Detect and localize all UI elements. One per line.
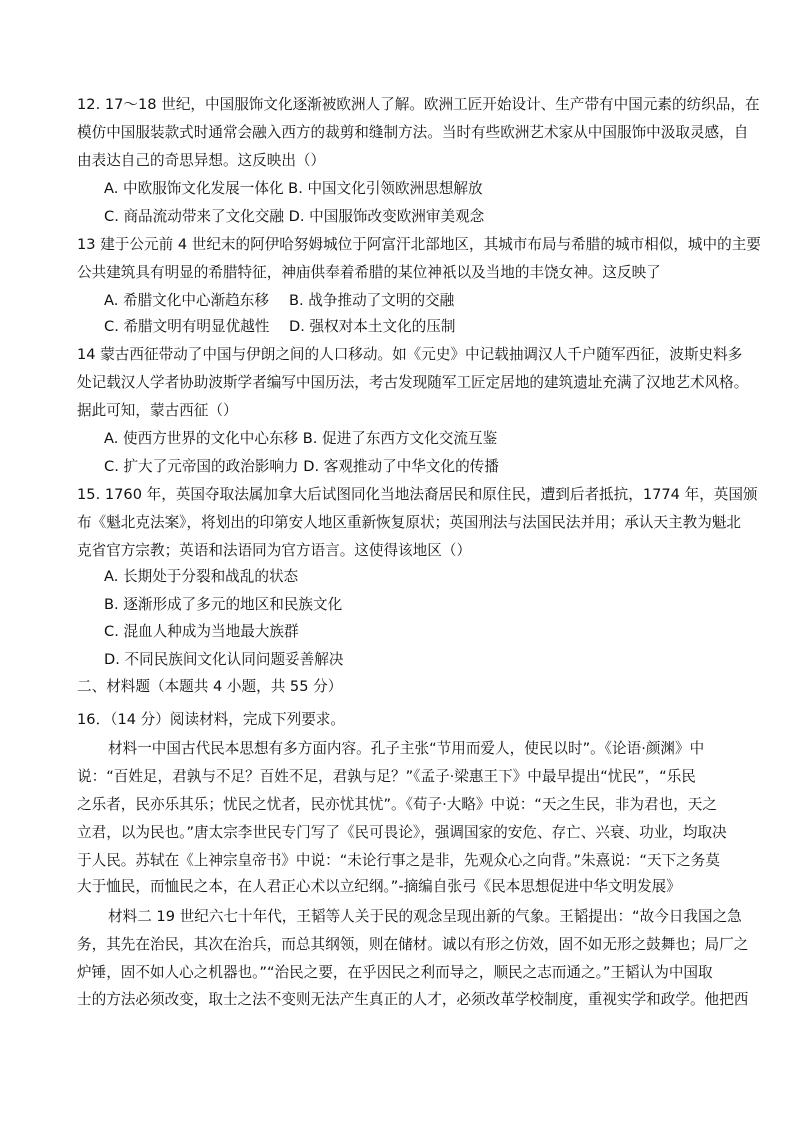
q14-options-cd: C. 扩大了元帝国的政治影响力 D. 客观推动了中华文化的传播 <box>104 458 499 475</box>
q13-option-c: C. 希腊文明有明显优越性 <box>104 318 270 335</box>
q12-stem-line-2: 模仿中国服装款式时通常会融入西方的裁剪和缝制方法。当时有些欧洲艺术家从中国服饰中汲取灵感，自 <box>77 124 749 141</box>
q13-stem-line-2: 公共建筑具有明显的希腊特征，神庙供奉着希腊的某位神祇以及当地的丰饶女神。这反映了 <box>77 264 661 281</box>
q12-stem-line-3: 由表达自己的奇思异想。这反映出（） <box>77 152 326 169</box>
q12-options-cd: C. 商品流动带来了文化交融 D. 中国服饰改变欧洲审美观念 <box>104 208 485 225</box>
q13-stem-line-1: 13 建于公元前 4 世纪末的阿伊哈努姆城位于阿富汗北部地区，其城市布局与希腊的城市相似，城中的主要 <box>77 236 761 253</box>
q16-material1-line-6: 大于恤民，而恤民之本，在人君正心术以立纪纲。”-摘编自张弓《民本思想促进中华文明发展》 <box>77 878 681 895</box>
q16-material2-line-1: 材料二 19 世纪六七十年代，王韬等人关于民的观念呈现出新的气象。王韬提出：“故今日我国之急 <box>108 908 742 925</box>
q16-material1-line-5: 于人民。苏轼在《上神宗皇帝书》中说：“未论行事之是非，先观众心之向背。”朱熹说：“天下之务莫 <box>77 852 720 869</box>
q16-material1-line-4: 立君，以为民也。”唐太宗李世民专门写了《民可畏论》，强调国家的安危、存亡、兴衰、功业，均取决 <box>77 824 727 841</box>
q16-material2-line-2: 务，其先在治民，其次在治兵，而总其纲领，则在储材。诚以有形之仿效，固不如无形之鼓舞也；局厂之 <box>77 936 749 953</box>
q15-option-c: C. 混血人种成为当地最大族群 <box>104 623 299 640</box>
q15-stem-line-2: 布《魁北克法案》，将划出的印第安人地区重新恢复原状；英国刑法与法国民法并用；承认天主教为魁北 <box>77 514 742 531</box>
q13-option-d: D. 强权对本土文化的压制 <box>289 318 456 335</box>
q16-material1-line-2: 说：“百姓足，君孰与不足？百姓不足，君孰与足？”《孟子·梁惠王下》中最早提出“忧民”，“乐民 <box>77 768 696 785</box>
q15-option-b: B. 逐渐形成了多元的地区和民族文化 <box>104 596 343 613</box>
q13-option-a: A. 希腊文化中心渐趋东移 <box>104 292 269 309</box>
q14-stem-line-3: 据此可知，蒙古西征（） <box>77 402 238 419</box>
q16-material1-line-1: 材料一中国古代民本思想有多方面内容。孔子主张“节用而爱人，使民以时”。《论语·颜渊》中 <box>108 740 705 757</box>
q16-material2-line-4: 士的方法必须改变，取士之法不变则无法产生真正的人才，必须改革学校制度，重视实学和政学。他把西 <box>77 991 749 1008</box>
q15-stem-line-1: 15. 1760 年，英国夺取法属加拿大后试图同化当地法裔居民和原住民，遭到后者抵抗，1774 年，英国颁 <box>77 486 758 503</box>
q15-option-a: A. 长期处于分裂和战乱的状态 <box>104 568 299 585</box>
q14-stem-line-2: 处记载汉人学者协助波斯学者编写中国历法，考古发现随军工匠定居地的建筑遗址充满了汉地艺术风格。 <box>77 374 749 391</box>
q15-option-d: D. 不同民族间文化认同问题妥善解决 <box>104 651 344 668</box>
q13-option-b: B. 战争推动了文明的交融 <box>289 292 455 309</box>
q16-material2-line-3: 炉锤，固不如人心之机器也。”“治民之要，在乎因民之利而导之，顺民之志而通之。”王韬认为中国取 <box>77 964 713 981</box>
section-heading: 二、材料题（本题共 4 小题，共 55 分） <box>77 678 343 695</box>
q14-stem-line-1: 14 蒙古西征带动了中国与伊朗之间的人口移动。如《元史》中记载抽调汉人千户随军西征，波斯史料多 <box>77 346 743 363</box>
q15-stem-line-3: 克省官方宗教；英语和法语同为官方语言。这使得该地区（） <box>77 542 472 559</box>
q14-options-ab: A. 使西方世界的文化中心东移 B. 促进了东西方文化交流互鉴 <box>104 430 498 447</box>
q16-intro: 16．（14 分）阅读材料，完成下列要求。 <box>77 711 345 728</box>
q12-options-ab: A. 中欧服饰文化发展一体化 B. 中国文化引领欧洲思想解放 <box>104 180 483 197</box>
q16-material1-line-3: 之乐者，民亦乐其乐；忧民之忧者，民亦忧其忧”。《荀子·大略》中说：“天之生民，非为君也，天之 <box>77 796 717 813</box>
q12-stem-line-1: 12. 17～18 世纪，中国服饰文化逐渐被欧洲人了解。欧洲工匠开始设计、生产带有中国元素的纺织品，在 <box>77 96 760 113</box>
